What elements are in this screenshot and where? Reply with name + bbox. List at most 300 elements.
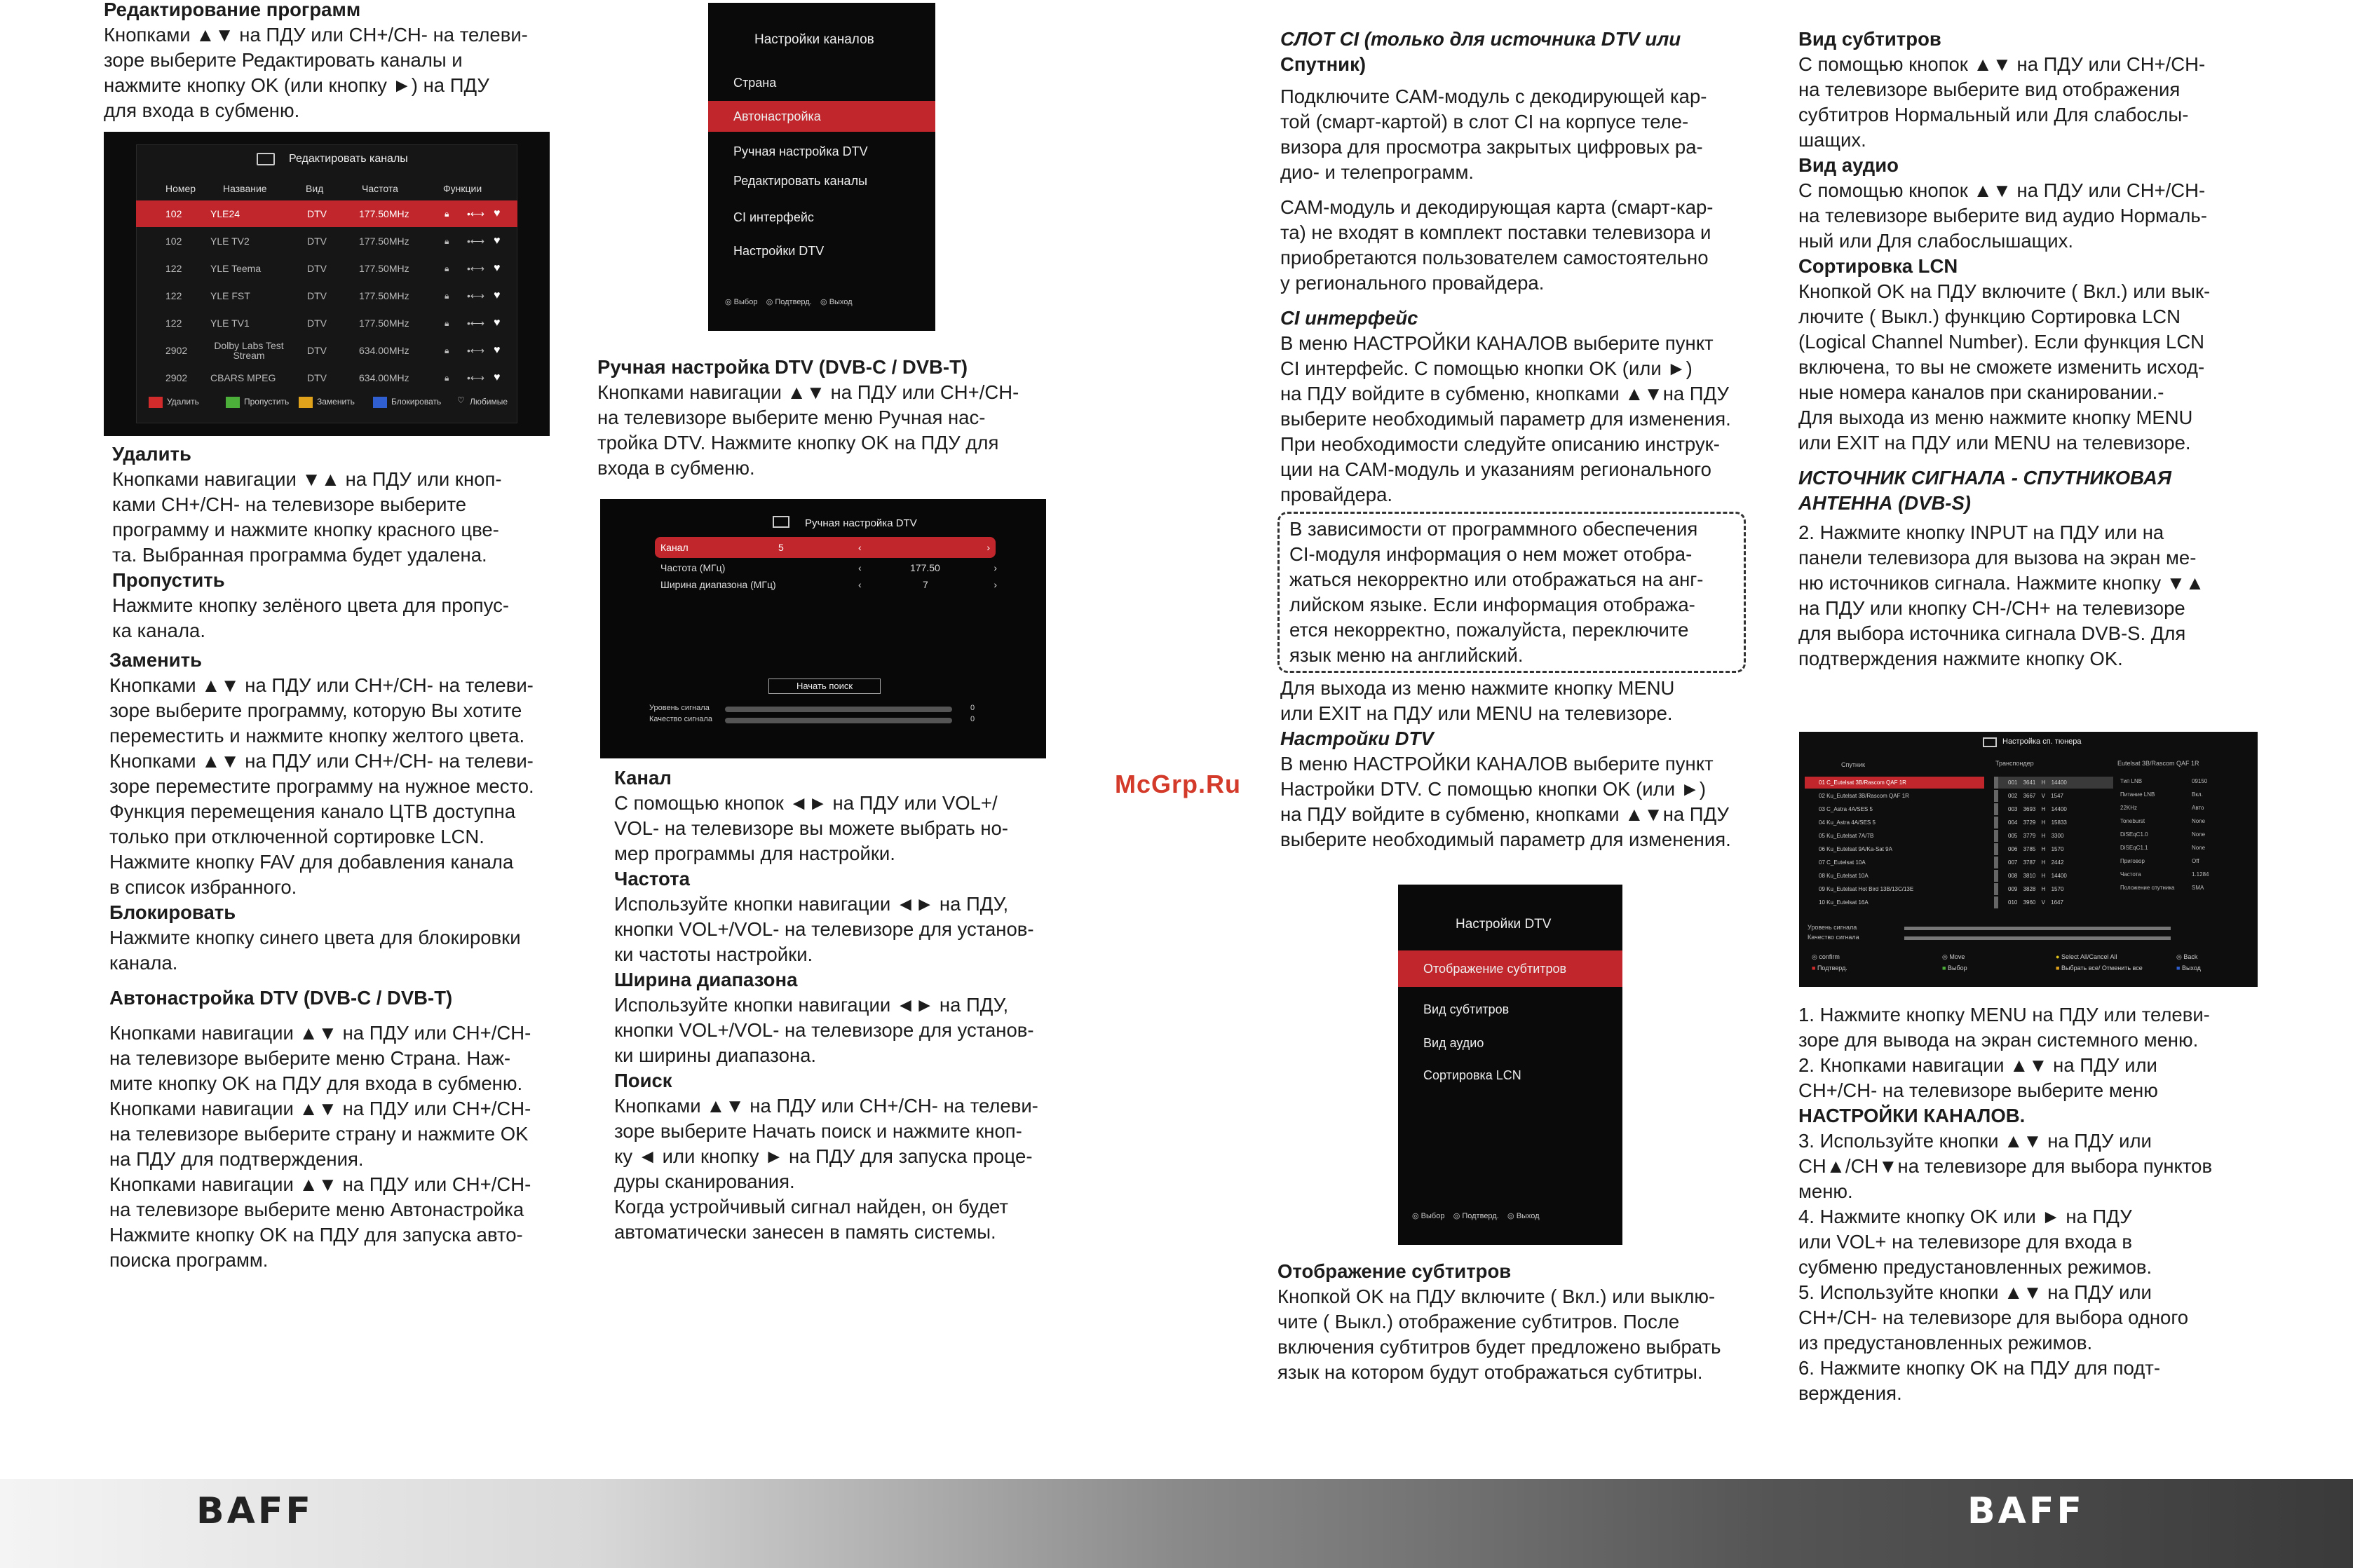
lock-icon: 🔒︎ [445,291,449,301]
transponder-item: 007 3787 H 2442 [1994,857,2113,868]
text-line: на телевизоре выберите вид отображения [1798,79,2181,100]
menu-item-subtitle-display: Отображение субтитров [1398,950,1622,987]
param-value: Off [2192,858,2199,864]
lock-icon: 🔒︎ [445,346,449,355]
left-arrow-icon: ‹ [858,579,862,590]
footer-label: Выход [2181,964,2201,972]
table-cell: DTV [307,372,327,383]
footer-label: Выход [829,298,853,306]
text-line: входа в субменю. [597,457,755,479]
menu-item-lcn: Сортировка LCN [1423,1068,1521,1082]
table-row [136,337,517,364]
heart-icon: ♥ [494,317,501,329]
menu-item-audio-type: Вид аудио [1423,1036,1484,1050]
select-all-icon: ● [2056,953,2060,960]
note-box [1277,512,1746,673]
text-line: меню. [1798,1180,1853,1202]
footer-label: Back [2183,953,2198,960]
text-line: В зависимости от программного обеспечения [1289,518,1698,540]
transponder-item: 008 3810 H 14400 [1994,870,2113,882]
text-line: Используйте кнопки навигации ◄► на ПДУ, [614,893,1009,915]
text-line: дуры сканирования. [614,1171,795,1192]
text-line: CH+/CH- на телевизоре выберите меню [1798,1079,2158,1101]
text-line: на телевизоре выберите меню Ручная нас- [597,407,986,428]
text-line: мите кнопку OK на ПДУ для входа в субменю. [109,1072,523,1094]
heart-icon: ♥ [494,235,501,247]
table-cell: 2902 [165,345,188,356]
text-line: жаться некорректно или отображаться на анг- [1289,568,1704,590]
satellite-item: 09 Ku_Eutelsat Hot Bird 13B/13C/13E [1819,886,1914,892]
text-line: на ПДУ для подтверждения. [109,1148,364,1170]
text-line: ции на CAM-модуль и указаниям регионального [1280,458,1711,480]
text-line: ный или Для слабослышащих. [1798,230,2073,252]
text-line: Нажмите кнопку синего цвета для блокировки [109,927,521,948]
select-icon: ◎ [1412,1212,1419,1220]
satellite-tuner-screenshot [1799,732,2258,987]
column-3 [1280,27,1785,852]
blue-key-icon: ■ [2176,964,2181,972]
legend-label: Заменить [317,397,355,407]
satellite-item: 04 Ku_Astra 4A/SES 5 [1819,819,1876,826]
table-cell: Dolby Labs Test Stream [214,340,284,361]
text-line: нажмите кнопку OK (или кнопку ►) на ПДУ [104,74,489,96]
text-line: Кнопкой OK на ПДУ включите ( Вкл.) или выклю- [1277,1286,1716,1307]
row-value: 5 [778,542,784,553]
table-cell: DTV [307,236,327,247]
text-line: Для выхода из меню нажмите кнопку MENU [1280,677,1675,699]
signal-quality-bar [1904,936,2171,940]
column-4 [1798,27,2317,671]
text-line: С помощью кнопок ▲▼ на ПДУ или CH+/CH- [1798,179,2206,201]
dtv-settings-menu-screenshot [1398,885,1622,1245]
text-line: язык на котором будут отображаться субтитры. [1277,1361,1703,1383]
satellite-item: 06 Ku_Eutelsat 9A/Ka-Sat 9A [1819,846,1892,852]
footer-label: Move [1949,953,1965,960]
legend-label: Блокировать [391,397,442,407]
text-line: зоре переместите программу на нужное место. [109,775,534,797]
text-line: ку ◄ или кнопку ► на ПДУ для запуска проце- [614,1145,1033,1167]
table-cell: 177.50MHz [359,318,409,329]
menu-item-ci: CI интерфейс [733,210,814,224]
text-line: ные номера каналов при сканировании.- [1798,381,2164,403]
section-title: Поиск [614,1070,672,1091]
col-header: Вид [306,183,324,194]
satellite-item: 02 Ku_Eutelsat 3B/Rascom QAF 1R [1819,793,1909,799]
col-header: Функции [443,183,482,194]
text-line: Кнопками ▲▼ на ПДУ или CH+/CH- на телеви- [614,1095,1038,1117]
text-line: или EXIT на ПДУ или MENU на телевизоре. [1280,702,1673,724]
text-line: автоматически занесен в память системы. [614,1221,996,1243]
column-1-body-2 [109,648,600,1273]
text-line: только при отключенной сортировке LCN. [109,826,484,847]
section-title: CI интерфейс [1280,307,1418,329]
column-2 [597,355,1088,481]
move-icon: •⟷ [467,318,484,329]
text-line: (Logical Channel Number). Если функция LCN [1798,331,2205,353]
text-line: Кнопками ▲▼ на ПДУ или CH+/CH- на телеви- [109,750,534,772]
section-title: Блокировать [109,901,236,923]
text-line: чите ( Выкл.) отображение субтитров. После [1277,1311,1680,1332]
table-cell: 177.50MHz [359,263,409,274]
satellite-item: 01 C_Eutelsat 3B/Rascom QAF 1R [1805,777,1984,789]
left-arrow-icon: ‹ [858,562,862,573]
col-header: Частота [362,183,398,194]
text-line: в список избранного. [109,876,297,898]
text-line: Используйте кнопки навигации ◄► на ПДУ, [614,994,1009,1016]
confirm-icon: ◎ [1812,953,1817,960]
text-line: та. Выбранная программа будет удалена. [112,544,487,566]
text-line: Подключите CAM-модуль с декодирующей кар- [1280,86,1707,107]
ok-icon: ◎ [1453,1212,1460,1220]
manual-row-frequency [660,562,997,573]
screen-title: Ручная настройка DTV [805,517,917,529]
legend-label: Любимые [470,397,508,407]
column-2-body [614,765,1105,1245]
text-line: панели телевизора для вызова на экран ме- [1798,547,2197,568]
section-title: Сортировка LCN [1798,255,1958,277]
move-icon: •⟷ [467,236,484,247]
table-header [104,175,550,202]
table-cell: YLE FST [210,290,250,301]
right-arrow-icon: › [994,579,997,590]
green-key-icon: ■ [1942,964,1946,972]
transponder-item: 006 3785 H 1570 [1994,843,2113,855]
text-line: ется некорректно, пожалуйста, переключите [1289,619,1689,641]
signal-quality-label: Качество сигнала [1808,934,1859,941]
text-line: Функция перемещения канало ЦТВ доступна [109,800,516,822]
text-line: Кнопками ▲▼ на ПДУ или CH+/CH- на телеви- [104,24,528,46]
text-line: тройка DTV. Нажмите кнопку OK на ПДУ для [597,432,999,454]
tv-icon [1983,737,1997,747]
param-label: Toneburst [2120,818,2145,824]
ok-icon: ◎ [766,298,773,306]
table-cell: DTV [307,208,327,219]
text-line: зоре выберите Начать поиск и нажмите кноп- [614,1120,1022,1142]
table-row [136,255,517,282]
text-line: лийском языке. Если информация отобража- [1289,594,1695,615]
table-cell: 177.50MHz [359,208,409,219]
table-row [136,310,517,336]
legend-bar [136,388,517,415]
text-line: Кнопками навигации ▲▼ на ПДУ или CH+/CH- [109,1173,531,1195]
satellite-item: 05 Ku_Eutelsat 7A/7B [1819,833,1874,839]
text-line: на телевизоре выберите вид аудио Нормаль- [1798,205,2207,226]
text-line: подтверждения нажмите кнопку OK. [1798,648,2123,669]
blue-key-icon [373,397,387,408]
section-title: Частота [614,868,690,889]
table-cell: 122 [165,318,182,329]
text-line: у регионального провайдера. [1280,272,1545,294]
transponder-item: 003 3693 H 14400 [1994,803,2113,815]
text-line: Настройки DTV. С помощью кнопки OK (или ►) [1280,778,1707,800]
signal-level-label: Уровень сигнала [649,704,710,712]
manual-tuning-screenshot [600,499,1046,758]
row-value: 177.50 [910,562,940,573]
text-line: CI-модуля информация о нем может отобра- [1289,543,1693,565]
section-title: Вид субтитров [1798,28,1941,50]
param-label: DiSEqC1.1 [2120,845,2148,851]
move-icon: •⟷ [467,372,484,383]
footer-label: Выбор [1947,964,1967,972]
signal-level-value: 0 [970,704,975,712]
text-line: 3. Используйте кнопки ▲▼ на ПДУ или [1798,1130,2152,1152]
column-4-steps [1798,1002,2317,1406]
section-title: Автонастройка DTV (DVB-C / DVB-T) [109,987,453,1009]
table-cell: DTV [307,345,327,356]
menu-title: Настройки каналов [754,32,874,47]
transponder-item: 004 3729 H 15833 [1994,817,2113,829]
exit-icon: ◎ [1507,1212,1514,1220]
manual-row-bandwidth [660,579,997,590]
param-value: None [2192,818,2206,824]
heart-icon: ♥ [494,289,501,301]
lock-icon: 🔒︎ [445,318,449,328]
param-value: None [2192,845,2206,851]
lock-icon: 🔒︎ [445,236,449,246]
watermark-text: McGrp.Ru [1115,770,1242,798]
text-line: ки частоты настройки. [614,943,813,965]
lock-icon: 🔒︎ [445,373,449,383]
text-line: НАСТРОЙКИ КАНАЛОВ. [1798,1105,2026,1126]
heart-icon: ♥ [494,344,501,356]
param-label: Тип LNB [2120,778,2143,784]
section-title: Удалить [112,443,191,465]
signal-level-bar [1904,927,2171,930]
move-icon: ◎ [1942,953,1948,960]
text-line: для входа в субменю. [104,100,300,121]
text-line: шащих. [1798,129,1866,151]
manual-row-channel [655,537,996,558]
text-line: В меню НАСТРОЙКИ КАНАЛОВ выберите пункт [1280,332,1714,354]
section-title: Вид аудио [1798,154,1899,176]
satellite-item: 07 C_Eutelsat 10A [1819,859,1866,866]
yellow-key-icon: ■ [2056,964,2060,972]
text-line: ка канала. [112,620,205,641]
signal-quality-label: Качество сигнала [649,715,712,723]
text-line: на телевизоре выберите меню Страна. Наж- [109,1047,511,1069]
text-line: провайдера. [1280,484,1393,505]
channel-settings-menu-screenshot [708,3,935,331]
table-cell: 122 [165,263,182,274]
text-line: мер программы для настройки. [614,843,895,864]
menu-item-edit: Редактировать каналы [733,174,868,188]
section-title: ИСТОЧНИК СИГНАЛА - СПУТНИКОВАЯ [1798,467,2171,489]
col-header: Спутник [1841,761,1865,768]
menu-item-manual: Ручная настройка DTV [733,144,868,158]
text-line: 2. Нажмите кнопку INPUT на ПДУ или на [1798,521,2164,543]
satellite-item: 03 C_Astra 4A/SES 5 [1819,806,1873,812]
text-line: или VOL+ на телевизоре для входа в [1798,1231,2133,1253]
param-label: Частота [2120,871,2141,878]
param-label: Питание LNB [2120,791,2155,798]
text-line: Нажмите кнопку зелёного цвета для пропус- [112,594,510,616]
section-title: Пропустить [112,569,225,591]
text-line: субтитров Нормальный или Для слабослы- [1798,104,2189,125]
table-cell: 634.00MHz [359,345,409,356]
green-key-icon [226,397,240,408]
column-1-body [112,442,589,643]
table-cell: 122 [165,290,182,301]
footer-label: confirm [1819,953,1840,960]
text-line: приобретаются пользователем самостоятельно [1280,247,1709,268]
table-cell: 102 [165,208,182,219]
text-line: зоре выберите программу, которую Вы хотите [109,700,522,721]
signal-level-bar [725,707,952,712]
menu-footer [1412,1211,1540,1220]
signal-level-label: Уровень сигнала [1808,924,1857,931]
footer-label: Подтверд. [1462,1212,1499,1220]
lock-icon: 🔒︎ [445,209,449,219]
footer-label: Select All/Cancel All [2061,953,2117,960]
menu-item-country: Страна [733,76,777,90]
right-arrow-icon: › [994,562,997,573]
table-row [136,200,517,227]
param-value: Вкл. [2192,791,2203,798]
back-icon: ◎ [2176,953,2182,960]
table-cell: 102 [165,236,182,247]
text-line: субменю предустановленных режимов. [1798,1256,2152,1278]
table-cell: 634.00MHz [359,372,409,383]
col-header: Название [223,183,267,194]
signal-quality-value: 0 [970,715,975,723]
satellite-item: 10 Ku_Eutelsat 16A [1819,899,1869,906]
menu-title: Настройки DTV [1456,917,1552,932]
section-title: Спутник) [1280,53,1367,75]
text-line: для выбора источника сигнала DVB-S. Для [1798,622,2186,644]
table-row [136,282,517,309]
baff-logo-left: BAFF [196,1490,313,1532]
text-line: Для выхода из меню нажмите кнопку MENU [1798,407,2193,428]
section-title: Канал [614,767,672,789]
text-line: визора для просмотра закрытых цифровых ра- [1280,136,1703,158]
text-line: ню источников сигнала. Нажмите кнопку ▼▲ [1798,572,2205,594]
table-cell: YLE TV2 [210,236,250,247]
footer-label: Выбор [1420,1212,1445,1220]
col-header: Номер [165,183,196,194]
left-arrow-icon: ‹ [858,542,862,553]
table-row [136,228,517,254]
text-line: В меню НАСТРОЙКИ КАНАЛОВ выберите пункт [1280,753,1714,775]
text-line: CH+/CH- на телевизоре для выбора одного [1798,1307,2189,1328]
text-line: кнопки VOL+/VOL- на телевизоре для установ- [614,1019,1034,1041]
text-line: 2. Кнопками навигации ▲▼ на ПДУ или [1798,1054,2157,1076]
menu-item-subtitle-type: Вид субтитров [1423,1002,1510,1016]
text-line: той (смарт-картой) в слот CI на корпусе теле- [1280,111,1689,132]
table-cell: YLE Teema [210,263,262,274]
menu-footer [725,297,853,306]
table-cell: YLE TV1 [210,318,250,329]
transponder-item: 001 3641 H 14400 [1994,777,2113,789]
text-line: Кнопками навигации ▲▼ на ПДУ или CH+/CH- [597,381,1019,403]
table-cell: 2902 [165,372,188,383]
section-title: Отображение субтитров [1277,1260,1512,1282]
move-icon: •⟷ [467,290,484,301]
lock-icon: 🔒︎ [445,264,449,273]
table-cell: DTV [307,290,327,301]
text-line: выберите необходимый параметр для изменения. [1280,829,1731,850]
text-line: Кнопками навигации ▼▲ на ПДУ или кноп- [112,468,502,490]
row-label: Ширина диапазона (МГц) [660,579,776,590]
screen-title: Редактировать каналы [289,153,408,165]
edit-channels-screenshot [104,132,550,436]
heart-icon: ♥ [494,371,501,383]
text-line: зоре для вывода на экран системного меню. [1798,1029,2199,1051]
param-value: Авто [2192,805,2204,811]
text-line: Нажмите кнопку OK на ПДУ для запуска авто- [109,1224,523,1246]
move-icon: •⟷ [467,345,484,356]
section-title: Заменить [109,649,203,671]
table-cell: 177.50MHz [359,290,409,301]
section-title: Редактирование программ [104,0,361,20]
text-line: на телевизоре выберите меню Автонастройка [109,1199,524,1220]
footer-label: Выбрать все/ Отменить все [2061,964,2143,972]
signal-quality-bar [725,718,952,723]
table-cell: CBARS MPEG [210,372,276,383]
text-line: CAM-модуль и декодирующая карта (смарт-кар- [1280,196,1714,218]
text-line: С помощью кнопок ▲▼ на ПДУ или CH+/CH- [1798,53,2206,75]
screen-title: Настройка сп. тюнера [2002,737,2082,746]
transponder-item: 009 3828 H 1570 [1994,883,2113,895]
right-arrow-icon: › [986,542,990,553]
text-line: При необходимости следуйте описанию инструк- [1280,433,1720,455]
param-label: Положение спутника [2120,885,2175,891]
heart-icon: ♥ [494,262,501,274]
tv-icon [257,153,275,165]
text-line: та) не входят в комплект поставки телевизора и [1280,221,1711,243]
table-row [136,364,517,391]
text-line: поиска программ. [109,1249,269,1271]
text-line: из предустановленных режимов. [1798,1332,2093,1354]
tv-icon [773,516,789,528]
text-line: ки ширины диапазона. [614,1044,816,1066]
param-value: None [2192,831,2206,838]
table-cell: YLE24 [210,208,240,219]
text-line: Кнопками ▲▼ на ПДУ или CH+/CH- на телеви- [109,674,534,696]
text-line: лючите ( Выкл.) функцию Сортировка LCN [1798,306,2181,327]
text-line: Кнопками навигации ▲▼ на ПДУ или CH+/CH- [109,1098,531,1119]
table-cell: 177.50MHz [359,236,409,247]
text-line: Нажмите кнопку FAV для добавления канала [109,851,514,873]
text-line: на ПДУ или кнопку CH-/CH+ на телевизоре [1798,597,2185,619]
text-line: ками CH+/CH- на телевизоре выберите [112,493,467,515]
move-icon: •⟷ [467,208,484,219]
column-3-body [1277,1259,1782,1385]
legend-label: Удалить [167,397,199,407]
text-line: канала. [109,952,178,974]
transponder-item: 010 3960 V 1647 [1994,897,2113,908]
text-line: верждения. [1798,1382,1902,1404]
menu-item-dtv: Настройки DTV [733,244,825,258]
param-label: 22KHz [2120,805,2138,811]
text-line: С помощью кнопок ◄► на ПДУ или VOL+/ [614,792,998,814]
param-value: 09150 [2192,778,2208,784]
section-title: Ширина диапазона [614,969,798,990]
footer-label: Выход [1516,1212,1540,1220]
param-label: DiSEqC1.0 [2120,831,2148,838]
text-line: Когда устройчивый сигнал найден, он будет [614,1196,1008,1218]
text-line: программу и нажмите кнопку красного цве- [112,519,499,540]
satellite-item: 08 Ku_Eutelsat 10A [1819,873,1869,879]
param-label: Приговор [2120,858,2145,864]
table-cell: DTV [307,318,327,329]
text-line: 4. Нажмите кнопку OK или ► на ПДУ [1798,1206,2132,1227]
section-title: Настройки DTV [1280,728,1434,749]
heart-icon: ♡ [457,395,465,405]
text-line: включения субтитров будет предложено выбрать [1277,1336,1721,1358]
heart-icon: ♥ [494,207,501,219]
text-line: выберите необходимый параметр для изменения. [1280,408,1731,430]
red-key-icon [149,397,163,408]
